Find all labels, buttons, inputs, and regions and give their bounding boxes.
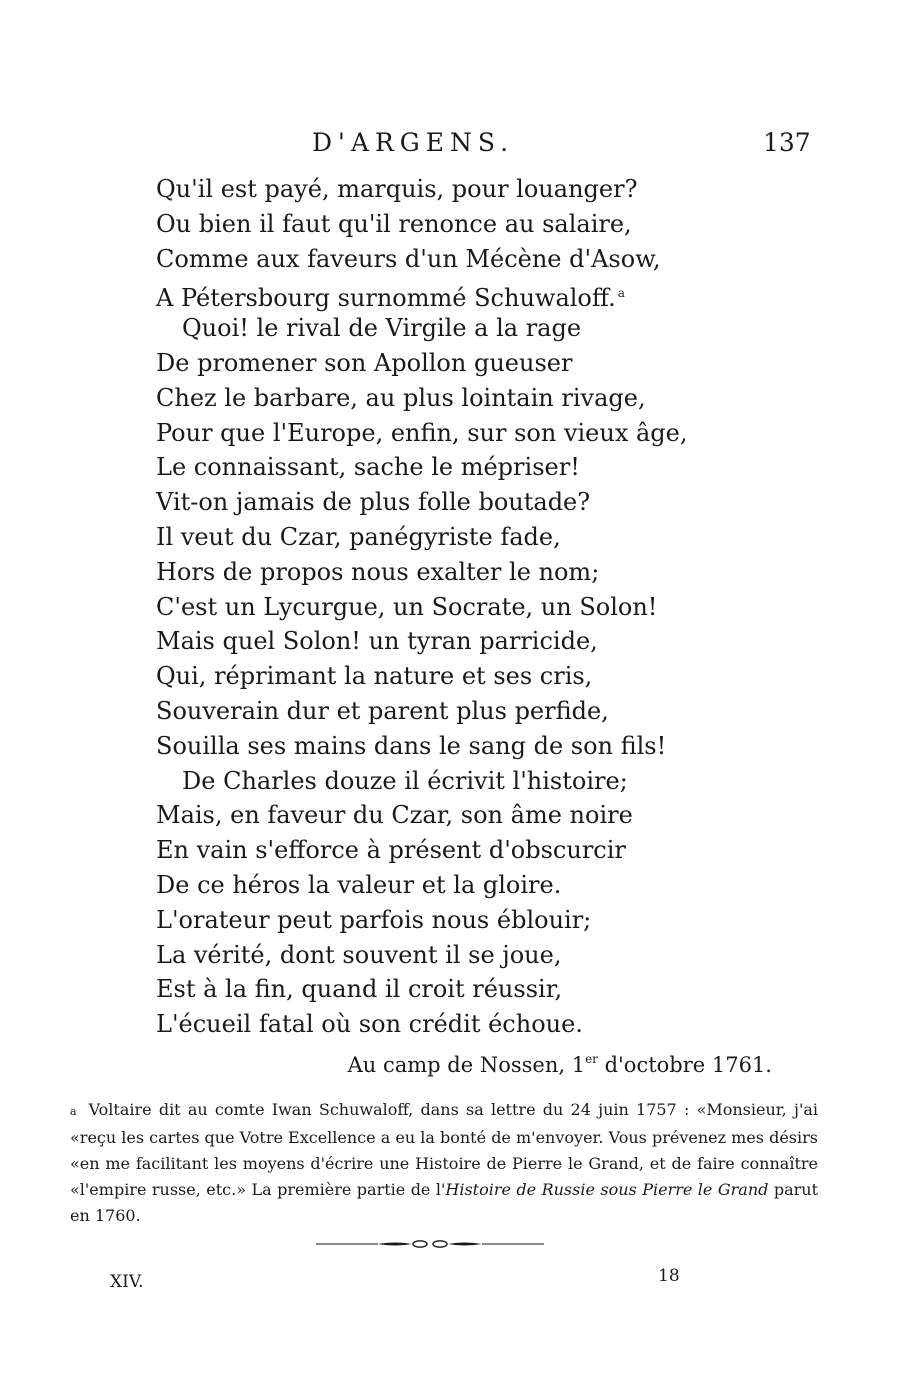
- poem: [156, 172, 796, 1042]
- poem-line-text: Pour que l'Europe, enfin, sur son vieux âge,: [156, 418, 688, 447]
- poem-line-text: Souverain dur et parent plus perfide,: [156, 696, 609, 725]
- poem-line: [156, 276, 796, 311]
- poem-line-text: Il veut du Czar, panégyriste fade,: [156, 522, 561, 551]
- signature-number: 18: [658, 1266, 680, 1286]
- poem-line-text: Vit-on jamais de plus folle boutade?: [156, 488, 591, 517]
- poem-line-text: Qu'il est payé, marquis, pour louanger?: [156, 175, 638, 203]
- poem-line: [156, 450, 796, 485]
- poem-line: [156, 868, 796, 903]
- poem-line-text: A Pétersbourg surnommé Schuwaloff.: [156, 284, 616, 313]
- poem-line-text: En vain s'efforce à présent d'obscurcir: [156, 836, 626, 865]
- poem-line: [156, 624, 796, 659]
- poem-line: [156, 207, 796, 242]
- poem-line-text: Qui, réprimant la nature et ses cris,: [156, 662, 593, 691]
- footnote-marker: a: [70, 1105, 77, 1118]
- poem-line-text: Mais quel Solon! un tyran parricide,: [156, 627, 598, 656]
- poem-line: [156, 520, 796, 555]
- poem-line-text: Mais, en faveur du Czar, son âme noire: [156, 801, 633, 830]
- poem-line-text: Ou bien il faut qu'il renonce au salaire,: [156, 209, 632, 238]
- footnote-text: Voltaire dit au comte Iwan Schuwaloff, dans sa lettre du 24 juin 1757 : «Monsieur, j'ai «reçu les cartes que Votre Excellence a eu la bonté de m'envoyer. Vous prévenez mes désirs «en me facilitant les moyens d'écrire une Histoire de Pierre le Grand, et de faire connaître «l'empire russe, etc.» La première partie de l': [70, 1100, 818, 1199]
- poem-line-text: Comme aux faveurs d'un Mécène d'Asow,: [156, 244, 661, 273]
- poem-line: [156, 485, 796, 520]
- poem-line-text: Est à la fin, quand il croit réussir,: [156, 975, 563, 1004]
- poem-line: [156, 938, 796, 973]
- dateline-date: d'octobre 1761.: [597, 1053, 772, 1077]
- poem-line: [156, 972, 796, 1007]
- poem-line-text: De promener son Apollon gueuser: [156, 348, 573, 377]
- poem-line-text: C'est un Lycurgue, un Socrate, un Solon!: [156, 592, 658, 621]
- poem-line-text: Souilla ses mains dans le sang de son fils!: [156, 731, 667, 760]
- footnote-reference: a: [617, 286, 625, 301]
- poem-line: [156, 694, 796, 729]
- poem-line: [156, 242, 796, 277]
- poem-line-text: La vérité, dont souvent il se joue,: [156, 940, 562, 969]
- poem-line-text: Chez le barbare, au plus lointain rivage,: [156, 383, 646, 412]
- poem-line: [156, 1007, 796, 1042]
- footnote: [70, 1097, 818, 1229]
- poem-line: [156, 311, 796, 346]
- poem-line: [156, 381, 796, 416]
- page-number: 137: [763, 128, 811, 157]
- poem-line-text: L'écueil fatal où son crédit échoue.: [156, 1010, 583, 1039]
- poem-line-text: Quoi! le rival de Virgile a la rage: [182, 314, 582, 343]
- poem-line: [156, 659, 796, 694]
- poem-line: [156, 764, 796, 799]
- footnote-text-end: parut en 1760.: [70, 1180, 818, 1225]
- poem-line: [156, 172, 796, 207]
- poem-line: [156, 416, 796, 451]
- poem-line: [156, 903, 796, 938]
- poem-line-text: De ce héros la valeur et la gloire.: [156, 870, 562, 899]
- signature-volume: XIV.: [110, 1272, 144, 1292]
- poem-line-text: De Charles douze il écrivit l'histoire;: [182, 766, 628, 795]
- ornament-rule: [316, 1236, 544, 1252]
- poem-line: [156, 729, 796, 764]
- poem-line: [156, 346, 796, 381]
- poem-line-text: Le connaissant, sache le mépriser!: [156, 453, 580, 482]
- poem-line: [156, 555, 796, 590]
- dateline-text: Au camp de Nossen, 1: [347, 1053, 586, 1077]
- poem-line: [156, 798, 796, 833]
- dateline-ordinal: er: [585, 1052, 598, 1066]
- dateline: [348, 1052, 772, 1077]
- poem-line: [156, 833, 796, 868]
- poem-line-text: Hors de propos nous exalter le nom;: [156, 557, 600, 586]
- poem-line: [156, 590, 796, 625]
- running-title: D'ARGENS.: [312, 128, 515, 157]
- poem-line-text: L'orateur peut parfois nous éblouir;: [156, 905, 592, 934]
- running-head: [0, 128, 900, 162]
- footnote-book-title: Histoire de Russie sous Pierre le Grand: [445, 1180, 769, 1199]
